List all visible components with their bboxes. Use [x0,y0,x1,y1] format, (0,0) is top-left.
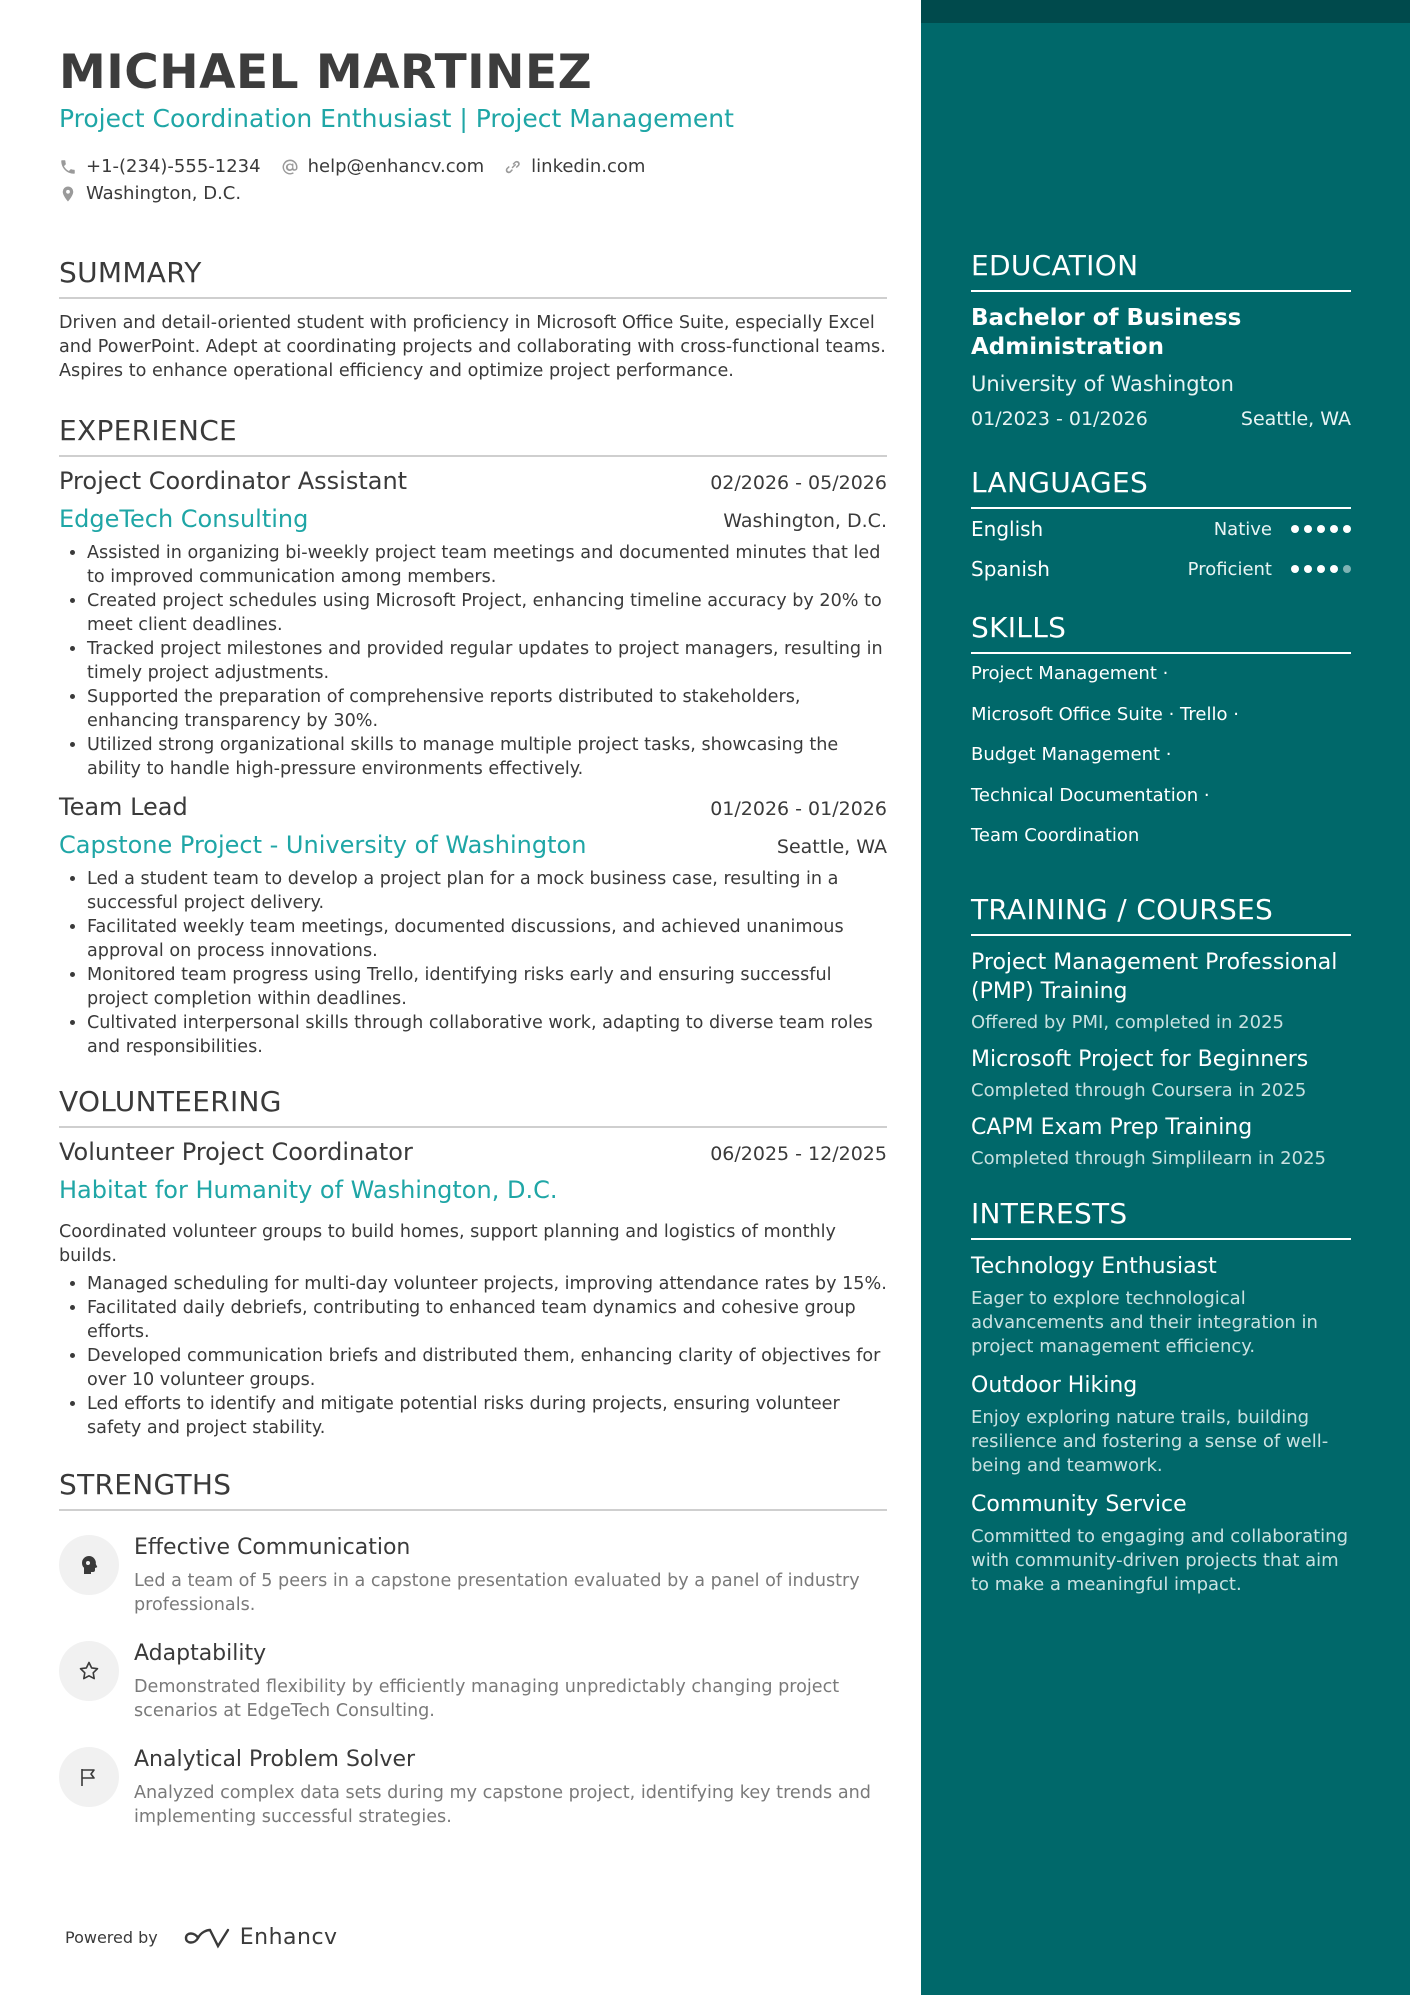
strengths-heading: STRENGTHS [59,1468,887,1511]
job-location: Washington, D.C. [723,510,887,532]
email-contact[interactable] [281,156,485,177]
strengths-section [59,1468,887,1829]
language-name: Spanish [971,557,1050,581]
bullet-item: • Assisted in organizing bi-weekly project team meetings and documented minutes that led to improved communication among members. [87,541,887,589]
course-title: CAPM Exam Prep Training [971,1114,1253,1140]
interest-description: Eager to explore technological advancements and their integration in project management efficiency. [971,1287,1318,1357]
interests-section [971,1197,1351,1597]
course-description: Offered by PMI, completed in 2025 [971,1011,1284,1033]
bullet-item: • Tracked project milestones and provided regular updates to project managers, resulting in timely project adjustments. [87,637,887,685]
linkedin-contact[interactable] [504,156,645,177]
bullet-item: • Managed scheduling for multi-day volunteer projects, improving attendance rates by 15%. [87,1272,887,1296]
job-entry [59,793,887,1059]
language-level: Native [1213,518,1272,540]
language-rating [1286,525,1351,533]
interest-item [971,1490,1351,1597]
education-section [971,249,1351,430]
strength-name: Adaptability [134,1641,267,1666]
phone-number: +1-(234)-555-1234 [86,156,261,177]
brand-name: Enhancv [239,1925,338,1950]
link-icon [504,158,522,176]
job-company: EdgeTech Consulting [59,505,309,533]
job-company: Capstone Project - University of Washington [59,831,587,859]
contact-info [59,153,887,207]
skills-section [971,611,1351,857]
at-icon [281,158,299,176]
interest-description: Enjoy exploring nature trails, building resilience and fostering a sense of well-being and teamwork. [971,1406,1329,1476]
head-icon [77,1553,101,1577]
bullet-item: • Utilized strong organizational skills to manage multiple project tasks, showcasing the ability to handle high-pressure environments effectively. [87,733,887,781]
summary-heading: SUMMARY [59,256,887,299]
language-item [971,549,1351,589]
summary-text: Driven and detail-oriented student with proficiency in Microsoft Office Suite, especially Excel and PowerPoint. Adept at coordinating projects and collaborating with cross-functional teams. Aspires to enhance operational efficiency and optimize project performance. [59,313,886,381]
job-location: Seattle, WA [776,836,887,858]
job-bullets [59,867,887,1059]
location-contact [59,183,241,204]
rating-dot-filled [1304,525,1312,533]
education-school: University of Washington [971,372,1234,396]
interest-title: Technology Enthusiast [971,1253,1217,1279]
email-address: help@enhancv.com [307,156,485,177]
education-dates: 01/2023 - 01/2026 [971,408,1148,430]
volunteer-dates: 06/2025 - 12/2025 [710,1143,887,1165]
languages-heading: LANGUAGES [971,466,1351,509]
course-description: Completed through Coursera in 2025 [971,1079,1307,1101]
star-icon [77,1659,101,1683]
course-item [971,948,1351,1033]
volunteering-section [59,1085,887,1440]
strength-description: Led a team of 5 peers in a capstone presentation evaluated by a panel of industry professionals. [134,1571,860,1615]
strength-item [59,1745,887,1829]
enhancv-logo-icon [184,1926,232,1950]
location-pin-icon [59,185,77,203]
volunteer-role: Volunteer Project Coordinator [59,1138,413,1166]
sidebar [921,0,1410,1995]
education-degree: Bachelor of Business Administration [971,305,1242,360]
phone-contact[interactable] [59,156,261,177]
skill-line: Microsoft Office Suite · Trello · [971,703,1239,725]
education-heading: EDUCATION [971,249,1351,292]
bullet-item: • Monitored team progress using Trello, identifying risks early and ensuring successful project completion within deadlines. [87,963,887,1011]
rating-dot-filled [1343,525,1351,533]
powered-by-label: Powered by [65,1928,158,1947]
strength-name: Effective Communication [134,1535,411,1560]
rating-dot-filled [1291,525,1299,533]
interest-description: Committed to engaging and collaborating with community-driven projects that aim to make a meaningful impact. [971,1525,1348,1595]
bullet-item: • Cultivated interpersonal skills through collaborative work, adapting to diverse team roles and responsibilities. [87,1011,887,1059]
job-dates: 02/2026 - 05/2026 [710,472,887,494]
job-bullets [59,541,887,781]
strength-item [59,1639,887,1723]
course-title: Project Management Professional (PMP) Training [971,949,1338,1004]
skills-heading: SKILLS [971,611,1351,654]
language-name: English [971,517,1044,541]
bullet-item: • Created project schedules using Microsoft Project, enhancing timeline accuracy by 20% to meet client deadlines. [87,589,887,637]
candidate-name: MICHAEL MARTINEZ [59,45,593,100]
course-description: Completed through Simplilearn in 2025 [971,1147,1326,1169]
rating-dot-empty [1343,565,1351,573]
languages-section [971,466,1351,589]
skill-line: Technical Documentation · [971,784,1210,806]
candidate-title: Project Coordination Enthusiast | Project Management [59,104,734,133]
bullet-item: • Led a student team to develop a project plan for a mock business case, resulting in a successful project delivery. [87,867,887,915]
bullet-item: • Facilitated weekly team meetings, documented discussions, and achieved unanimous approval on process innovations. [87,915,887,963]
job-role: Project Coordinator Assistant [59,467,408,495]
course-item [971,1113,1351,1169]
bullet-item: • Led efforts to identify and mitigate potential risks during projects, ensuring volunteer safety and project stability. [87,1392,887,1440]
skill-line: Budget Management · [971,744,1172,765]
flag-icon [77,1765,101,1789]
experience-heading: EXPERIENCE [59,414,887,457]
job-dates: 01/2026 - 01/2026 [710,798,887,820]
interest-title: Outdoor Hiking [971,1372,1138,1398]
bullet-item: • Facilitated daily debriefs, contributing to enhanced team dynamics and cohesive group efforts. [87,1296,887,1344]
location-text: Washington, D.C. [86,183,242,204]
skill-line: Team Coordination [971,825,1140,846]
volunteer-bullets [59,1272,887,1440]
linkedin-link: linkedin.com [531,156,646,177]
course-item [971,1045,1351,1101]
volunteer-description: Coordinated volunteer groups to build homes, support planning and logistics of monthly builds. [59,1222,836,1266]
interest-title: Community Service [971,1491,1187,1517]
bullet-item: • Developed communication briefs and distributed them, enhancing clarity of objectives for over 10 volunteer groups. [87,1344,887,1392]
strength-description: Demonstrated flexibility by efficiently managing unpredictably changing project scenarios at EdgeTech Consulting. [134,1677,840,1721]
language-rating [1286,565,1351,573]
bullet-item: • Supported the preparation of comprehensive reports distributed to stakeholders, enhancing transparency by 30%. [87,685,887,733]
course-title: Microsoft Project for Beginners [971,1046,1309,1072]
rating-dot-filled [1291,565,1299,573]
job-entry [59,467,887,781]
experience-section [59,414,887,1059]
rating-dot-filled [1317,525,1325,533]
training-section [971,893,1351,1169]
training-heading: TRAINING / COURSES [971,893,1351,936]
strength-description: Analyzed complex data sets during my capstone project, identifying key trends and implementing successful strategies. [134,1783,871,1827]
rating-dot-filled [1304,565,1312,573]
summary-section [59,256,887,383]
interest-item [971,1371,1351,1478]
language-level: Proficient [1187,558,1272,580]
rating-dot-filled [1330,565,1338,573]
job-role: Team Lead [59,793,188,821]
volunteer-organization: Habitat for Humanity of Washington, D.C. [59,1176,558,1204]
interest-item [971,1252,1351,1359]
strength-name: Analytical Problem Solver [134,1747,416,1772]
skill-line: Project Management · [971,663,1169,684]
volunteering-heading: VOLUNTEERING [59,1085,887,1128]
strength-item [59,1533,887,1617]
rating-dot-filled [1330,525,1338,533]
rating-dot-filled [1317,565,1325,573]
language-item [971,509,1351,549]
education-location: Seattle, WA [1240,408,1351,430]
phone-icon [59,158,77,176]
sidebar-top-band [921,0,1410,23]
interests-heading: INTERESTS [971,1197,1351,1240]
